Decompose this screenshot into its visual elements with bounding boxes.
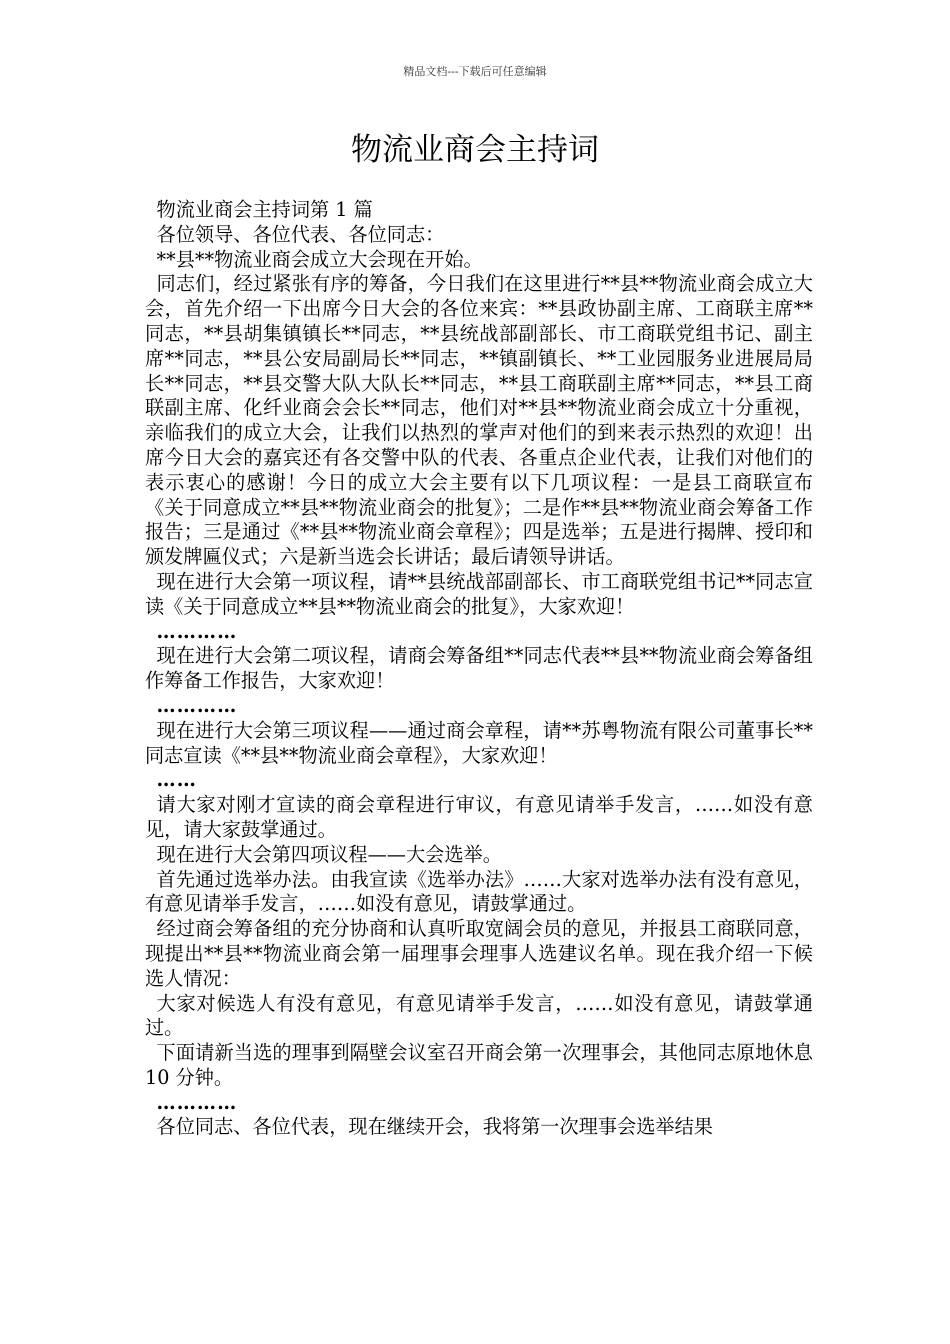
paragraph-recess: 下面请新当选的理事到隔壁会议室召开商会第一次理事会，其他同志原地休息 10 分钟。 — [145, 1041, 813, 1089]
paragraph-resume-meeting: 各位同志、各位代表，现在继续开会，我将第一次理事会选举结果 — [156, 1115, 713, 1139]
ellipsis-separator: …… — [156, 768, 197, 792]
paragraph-election-method: 首先通过选举办法。由我宣读《选举办法》……大家对选举办法有没有意见，有意见请举手发言，……如没有意见，请鼓掌通过。 — [145, 867, 813, 916]
ellipsis-separator: ………… — [156, 1090, 238, 1114]
paragraph-candidate-list: 经过商会筹备组的充分协商和认真听取宽阔会员的意见，并报县工商联同意，现提出**县**物流业商会第一届理事会理事人选建议名单。现在我介绍一下候选人情况： — [145, 917, 813, 990]
page-header: 精品文档---下载后可任意编辑 — [403, 65, 547, 78]
paragraph-charter-review: 请大家对刚才宣读的商会章程进行审议，有意见请举手发言，……如没有意见，请大家鼓掌通过。 — [145, 793, 813, 841]
paragraph-agenda-item-2: 现在进行大会第二项议程，请商会筹备组**同志代表**县**物流业商会筹备组作筹备工作报告，大家欢迎！ — [145, 644, 813, 693]
document-title: 物流业商会主持词 — [351, 132, 599, 168]
document-body — [145, 198, 813, 1140]
paragraph-section-heading: 物流业商会主持词第 1 篇 — [156, 198, 373, 221]
paragraph-guest-introduction: 同志们，经过紧张有序的筹备，今日我们在这里进行**县**物流业商会成立大会，首先介绍一下出席今日大会的各位来宾：**县政协副主席、工商联主席**同志，**县胡集镇镇长**同志，**县统战部副部长、市工商联党组书记、副主席**同志，**县公安局副局长**同志，**镇副镇长、**工业园服务业进展局局长**同志，**县交警大队大队长**同志，**县工商联副主席**同志，**县工商联副主席、化纤业商会会长**同志，他们对**县**物流业商会成立十分重视，亲临我们的成立大会，让我们以热烈的掌声对他们的到来表示热烈的欢迎！出席今日大会的嘉宾还有各交警中队的代表、各重点企业代表，让我们对他们的表示衷心的感谢！今日的成立大会主要有以下几项议程：一是县工商联宣布《关于同意成立**县**物流业商会的批复》；二是作**县**物流业商会筹备工作报告；三是通过《**县**物流业商会章程》；四是选举；五是进行揭牌、授印和颁发牌匾仪式；六是新当选会长讲话；最后请领导讲话。 — [145, 272, 813, 569]
ellipsis-separator: ………… — [156, 693, 238, 717]
ellipsis-separator: ………… — [156, 619, 238, 643]
paragraph-opening: **县**物流业商会成立大会现在开始。 — [156, 247, 483, 271]
paragraph-greeting: 各位领导、各位代表、各位同志： — [156, 222, 445, 246]
paragraph-candidate-approval: 大家对候选人有没有意见，有意见请举手发言，……如没有意见，请鼓掌通过。 — [145, 991, 813, 1040]
paragraph-agenda-item-3: 现在进行大会第三项议程——通过商会章程，请**苏粤物流有限公司董事长**同志宣读《**县**物流业商会章程》，大家欢迎！ — [145, 718, 813, 767]
paragraph-agenda-item-4: 现在进行大会第四项议程——大会选举。 — [156, 842, 502, 866]
paragraph-agenda-item-1: 现在进行大会第一项议程，请**县统战部副部长、市工商联党组书记**同志宣读《关于同意成立**县**物流业商会的批复》，大家欢迎！ — [145, 569, 813, 618]
